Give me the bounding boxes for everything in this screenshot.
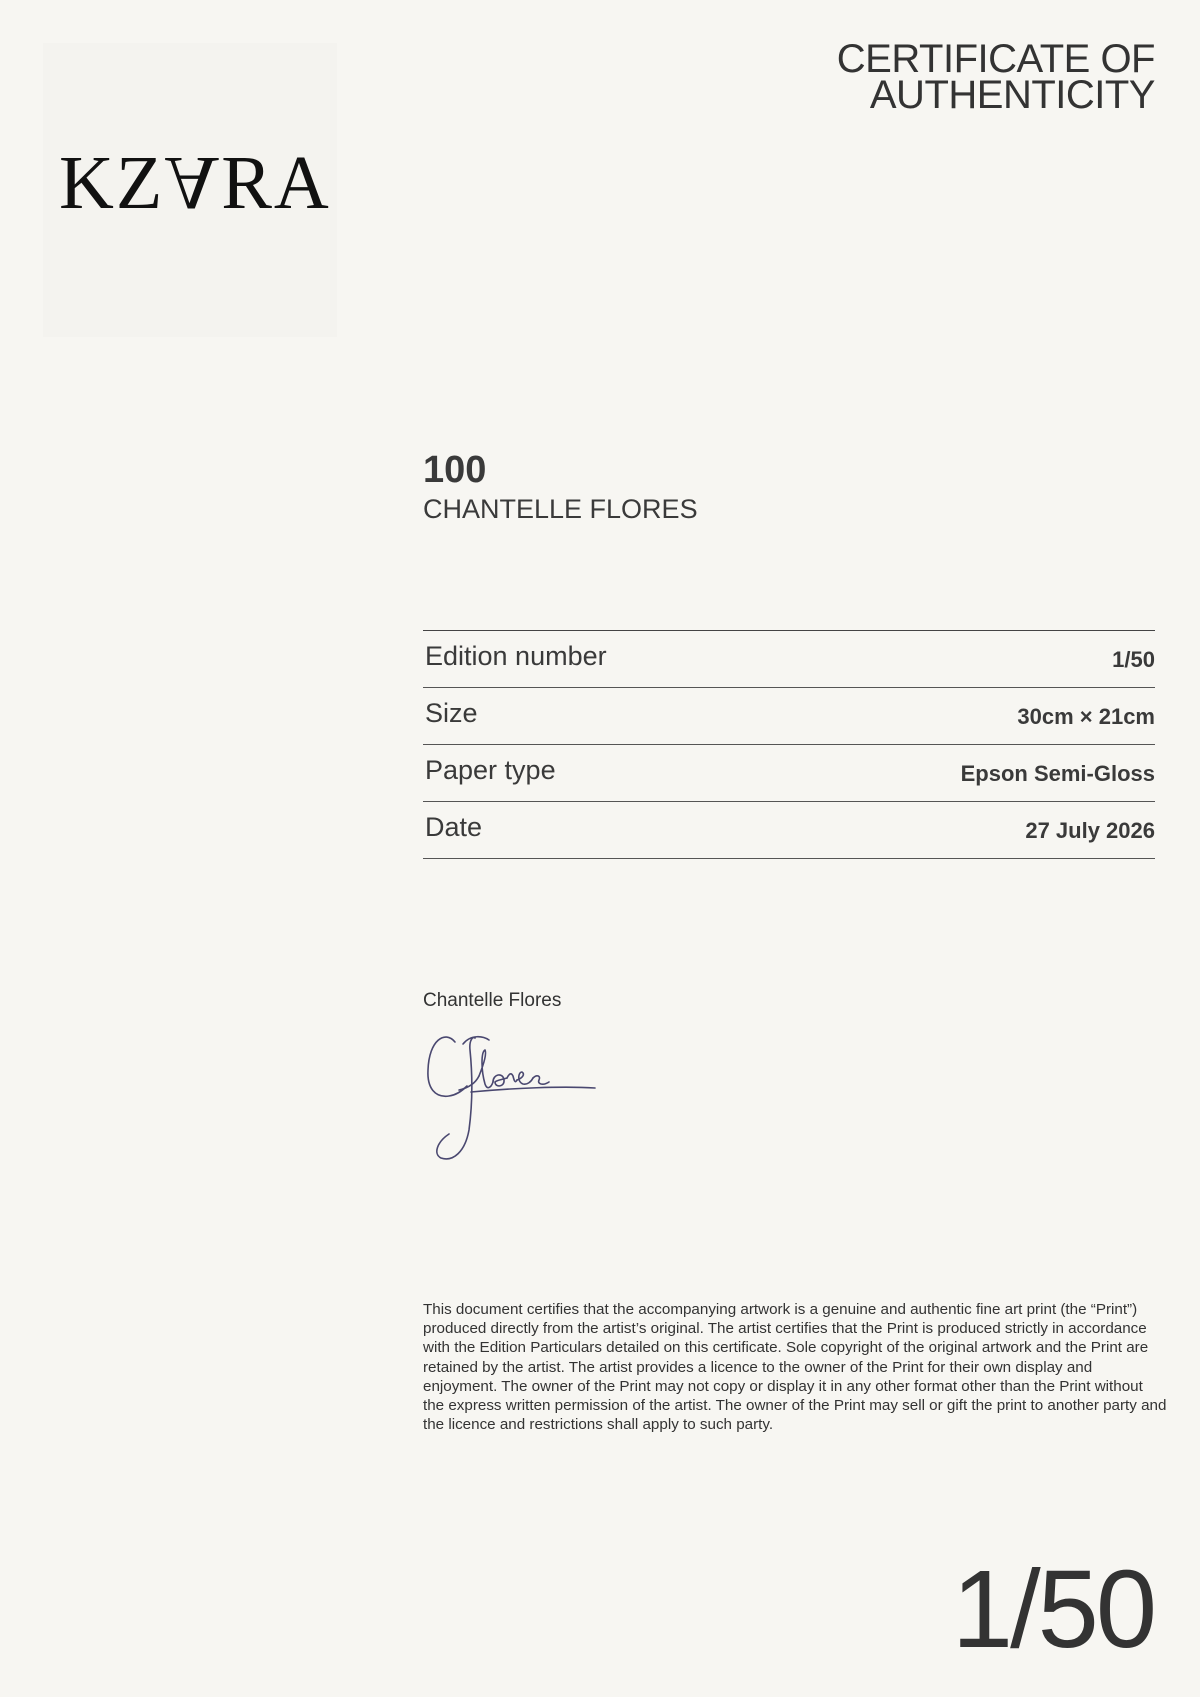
edition-number-large: 1/50 [951,1548,1154,1671]
brand-logo: KZARA [59,141,331,225]
detail-value: Epson Semi-Gloss [960,761,1155,786]
detail-value: 27 July 2026 [1025,818,1155,843]
artwork-title: 100 [423,449,487,491]
detail-row-edition-number [423,631,1155,688]
detail-label: Size [425,697,478,728]
signatory-name: Chantelle Flores [423,990,562,1011]
handwritten-signature [423,1030,613,1170]
detail-row-date [423,802,1155,859]
logo-panel [43,43,337,337]
detail-label: Date [425,811,483,842]
detail-value: 1/50 [1112,647,1155,672]
edition-details-table [423,630,1155,859]
detail-label: Paper type [425,754,556,785]
artist-name: CHANTELLE FLORES [423,494,698,524]
certificate-title: CERTIFICATE OF AUTHENTICITY [836,37,1155,117]
detail-value: 30cm × 21cm [1017,704,1155,729]
detail-label: Edition number [425,640,607,671]
legal-statement: This document certifies that the accompanying artwork is a genuine and authentic fine art print (the “Print”) produced directly from the artist’s original. The artist certifies that the Print is produced strictly in accordance with the Edition Particulars detailed on this certificate. Sole copyright of the original artwork and the Print are retained by the artist. The artist provides a licence to the owner of the Print for their own display and enjoyment. The owner of the Print may not copy or display it in any other format other than the Print without the express written permission of the artist. The owner of the Print may sell or gift the print to another party and the licence and restrictions shall apply to such party. [423,1301,1167,1434]
detail-row-size [423,688,1155,745]
detail-row-paper-type [423,745,1155,802]
